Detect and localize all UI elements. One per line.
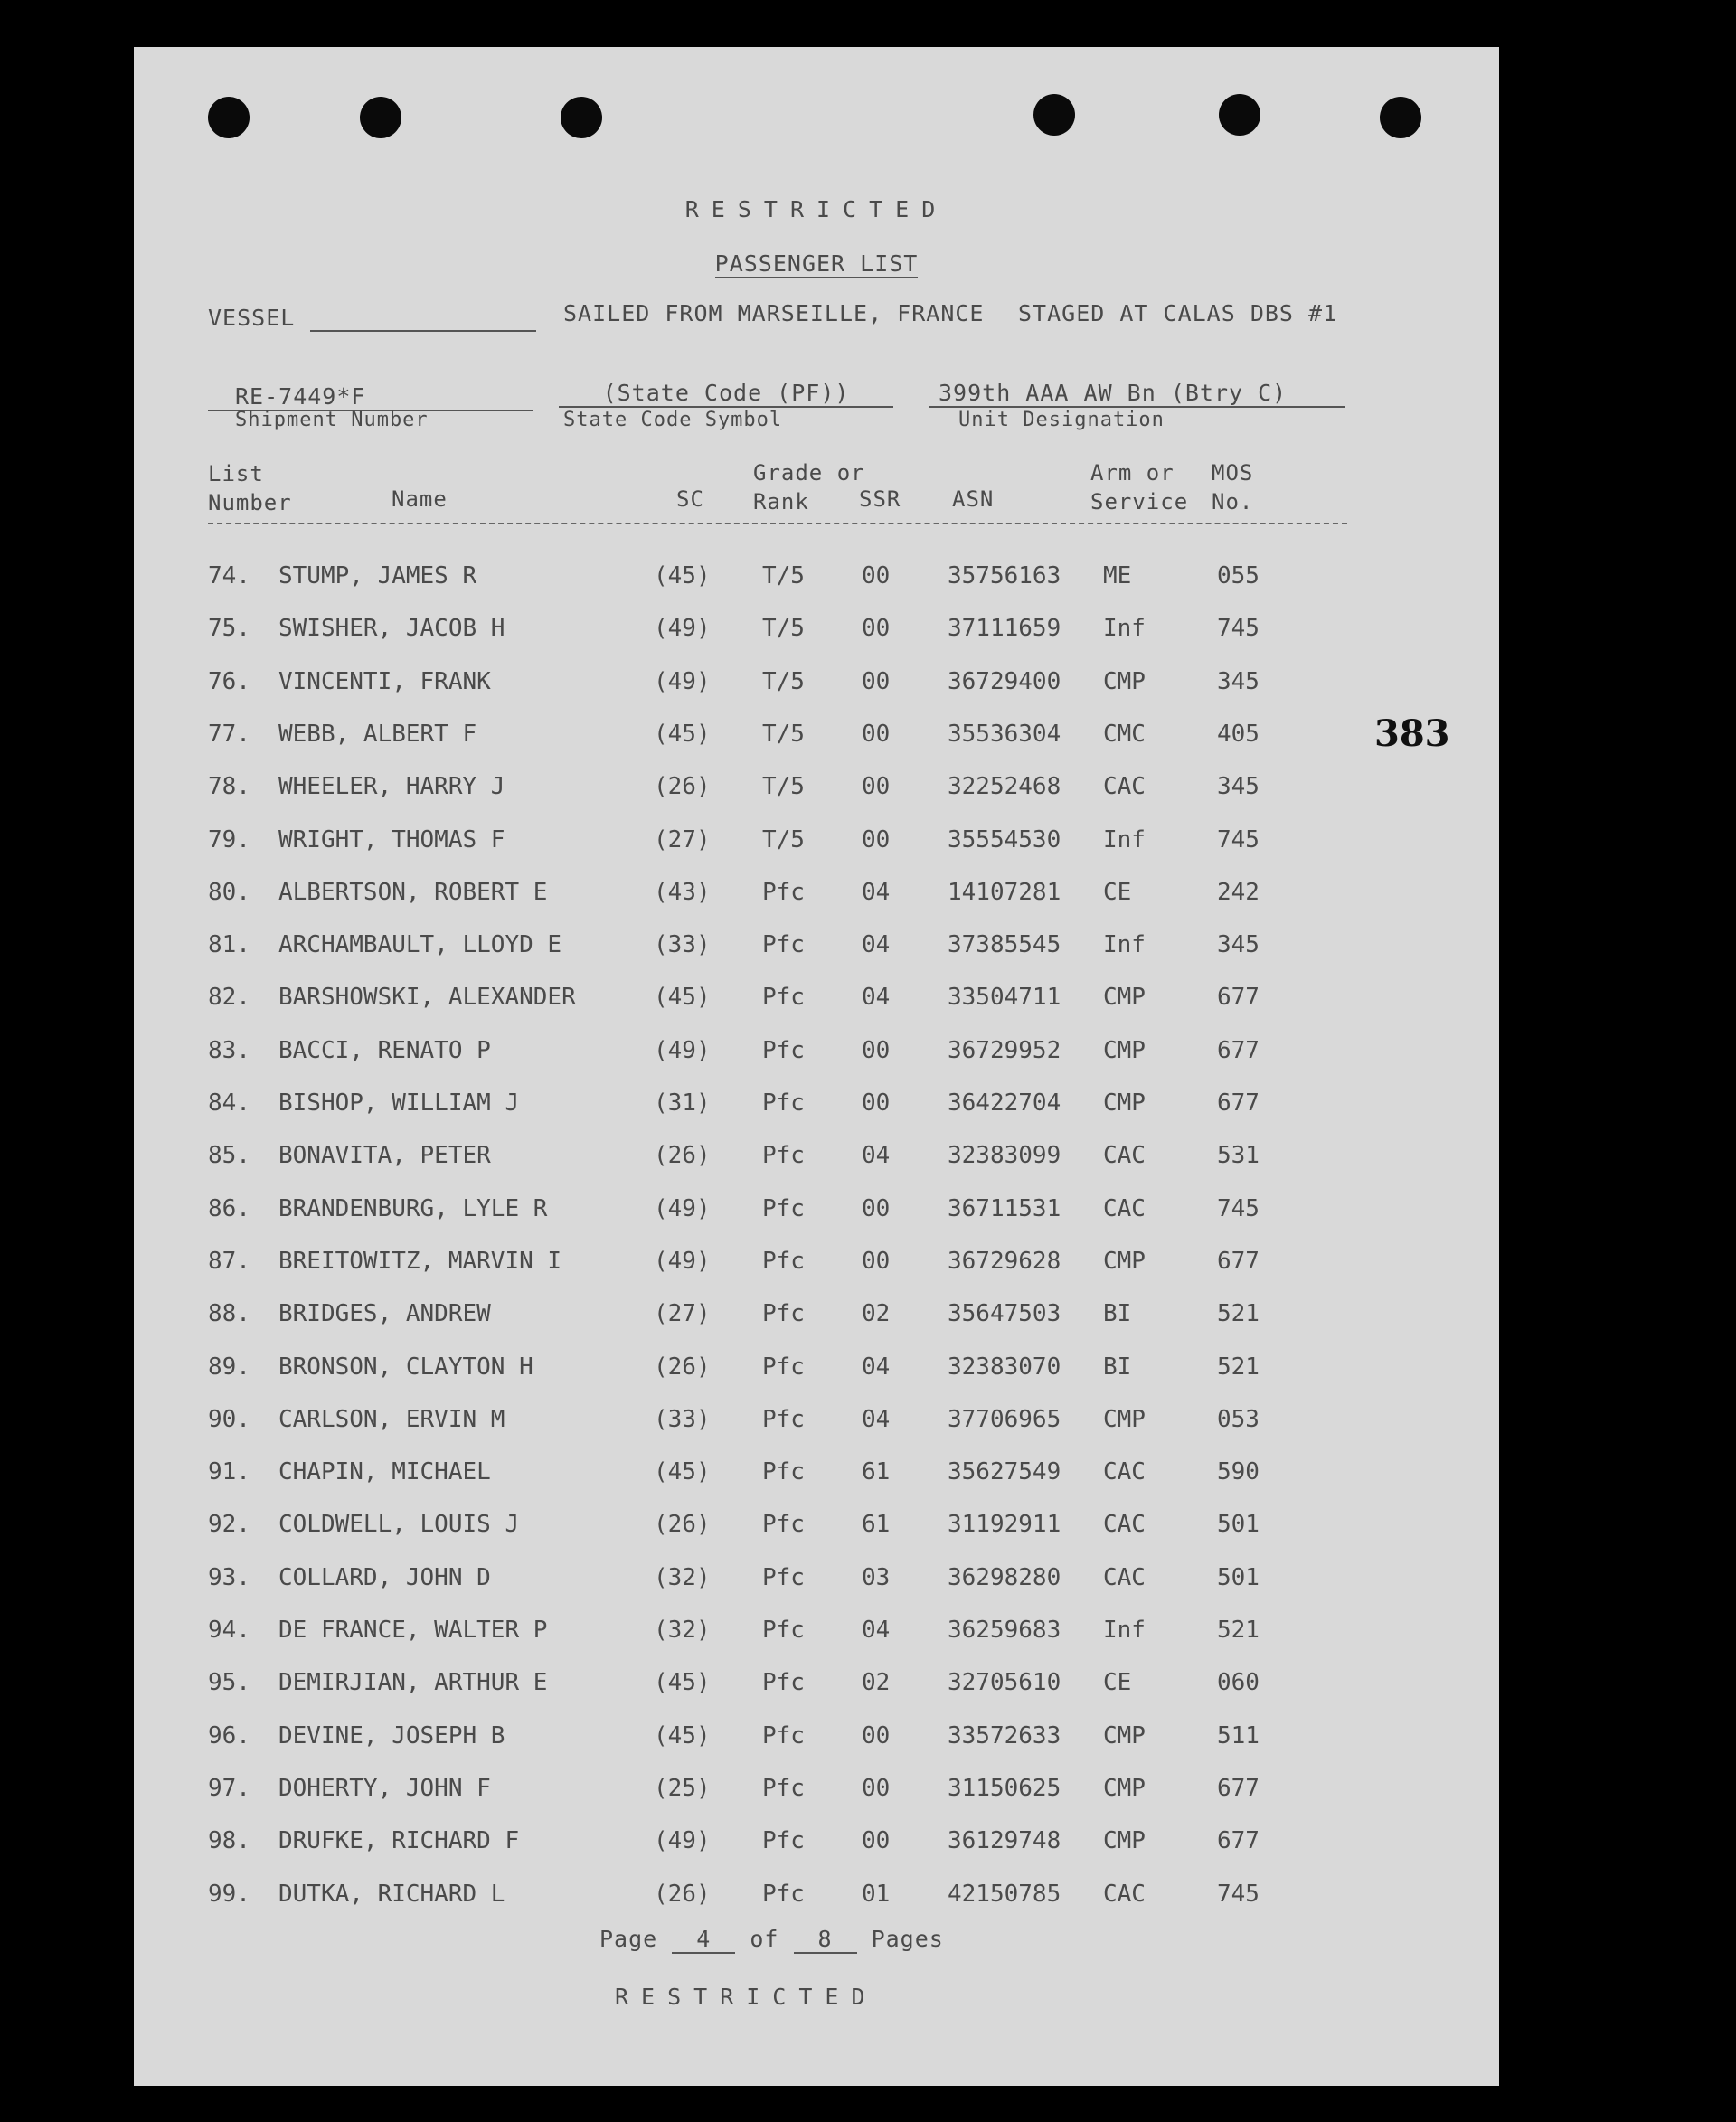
sailed-from: SAILED FROM MARSEILLE, FRANCE	[563, 300, 985, 326]
cell-name: VINCENTI, FRANK	[278, 667, 491, 695]
cell-ssr: 00	[862, 1721, 891, 1749]
cell-asn: 33572633	[948, 1721, 1061, 1749]
of-word: of	[750, 1926, 779, 1952]
cell-name: WHEELER, HARRY J	[278, 773, 505, 801]
cell-sc: (49)	[654, 1827, 711, 1855]
total-pages: 8	[794, 1926, 857, 1954]
cell-arm: CAC	[1103, 1511, 1146, 1539]
cell-ssr: 04	[862, 931, 891, 959]
cell-mos: 677	[1217, 1247, 1260, 1275]
cell-num: 89.	[208, 1353, 250, 1381]
cell-sc: (49)	[654, 1194, 711, 1222]
col-grade: Grade or Rank	[753, 460, 865, 514]
col-arm: Arm or Service	[1090, 460, 1189, 514]
cell-arm: Inf	[1103, 825, 1146, 854]
cell-name: DUTKA, RICHARD L	[278, 1880, 505, 1908]
cell-grade: Pfc	[762, 1827, 805, 1855]
cell-name: BACCI, RENATO P	[278, 1036, 491, 1064]
cell-sc: (33)	[654, 1405, 711, 1433]
cell-grade: Pfc	[762, 1036, 805, 1064]
cell-num: 82.	[208, 984, 250, 1012]
cell-sc: (31)	[654, 1089, 711, 1117]
table-row	[134, 773, 1499, 809]
page-number: 4	[672, 1926, 735, 1954]
cell-mos: 521	[1217, 1617, 1260, 1644]
cell-arm: CMP	[1103, 1036, 1146, 1064]
cell-mos: 405	[1217, 720, 1260, 748]
vessel-label: VESSEL	[208, 305, 296, 331]
cell-grade: T/5	[762, 720, 805, 748]
cell-name: ARCHAMBAULT, LLOYD E	[278, 931, 562, 959]
cell-mos: 521	[1217, 1300, 1260, 1328]
cell-arm: CAC	[1103, 1563, 1146, 1591]
cell-asn: 35627549	[948, 1458, 1061, 1486]
cell-num: 93.	[208, 1563, 250, 1591]
cell-asn: 31192911	[948, 1511, 1061, 1539]
cell-arm: CE	[1103, 1669, 1132, 1697]
cell-mos: 242	[1217, 878, 1260, 906]
table-row	[134, 1617, 1499, 1653]
cell-mos: 345	[1217, 773, 1260, 801]
cell-num: 79.	[208, 825, 250, 854]
table-row	[134, 1406, 1499, 1442]
cell-asn: 37385545	[948, 931, 1061, 959]
cell-grade: Pfc	[762, 1511, 805, 1539]
cell-mos: 501	[1217, 1511, 1260, 1539]
cell-arm: CMC	[1103, 720, 1146, 748]
cell-mos: 345	[1217, 931, 1260, 959]
cell-mos: 677	[1217, 1827, 1260, 1855]
cell-asn: 36729628	[948, 1247, 1061, 1275]
cell-num: 84.	[208, 1089, 250, 1117]
state-code-label: State Code Symbol	[563, 409, 783, 431]
col-list-number: List Number	[208, 461, 292, 515]
cell-num: 90.	[208, 1405, 250, 1433]
table-row	[134, 721, 1499, 757]
classification-top: RESTRICTED	[684, 196, 948, 222]
cell-num: 83.	[208, 1036, 250, 1064]
cell-sc: (32)	[654, 1563, 711, 1591]
cell-sc: (45)	[654, 720, 711, 748]
cell-grade: Pfc	[762, 1089, 805, 1117]
cell-mos: 745	[1217, 1194, 1260, 1222]
cell-grade: Pfc	[762, 1721, 805, 1749]
cell-grade: Pfc	[762, 984, 805, 1012]
page-word: Page	[599, 1926, 658, 1952]
cell-asn: 36729952	[948, 1036, 1061, 1064]
cell-grade: Pfc	[762, 1247, 805, 1275]
cell-num: 81.	[208, 931, 250, 959]
cell-mos: 055	[1217, 562, 1260, 589]
punch-hole	[561, 97, 602, 138]
cell-ssr: 00	[862, 825, 891, 854]
table-row	[134, 1458, 1499, 1495]
cell-arm: CMP	[1103, 1721, 1146, 1749]
cell-asn: 35647503	[948, 1300, 1061, 1328]
table-row	[134, 1881, 1499, 1917]
cell-num: 95.	[208, 1669, 250, 1697]
cell-sc: (45)	[654, 1458, 711, 1486]
cell-sc: (25)	[654, 1774, 711, 1802]
cell-sc: (45)	[654, 1721, 711, 1749]
cell-ssr: 00	[862, 1247, 891, 1275]
cell-name: BRANDENBURG, LYLE R	[278, 1194, 548, 1222]
cell-asn: 35536304	[948, 720, 1061, 748]
cell-asn: 35756163	[948, 562, 1061, 589]
cell-grade: Pfc	[762, 1563, 805, 1591]
table-row	[134, 879, 1499, 915]
cell-ssr: 61	[862, 1458, 891, 1486]
table-row	[134, 1353, 1499, 1390]
cell-ssr: 00	[862, 562, 891, 589]
cell-asn: 36129748	[948, 1827, 1061, 1855]
cell-num: 78.	[208, 773, 250, 801]
cell-arm: CMP	[1103, 1089, 1146, 1117]
cell-asn: 35554530	[948, 825, 1061, 854]
shipment-number-label: Shipment Number	[235, 409, 429, 431]
cell-num: 88.	[208, 1300, 250, 1328]
table-row	[134, 1722, 1499, 1759]
cell-asn: 32705610	[948, 1669, 1061, 1697]
cell-name: COLLARD, JOHN D	[278, 1563, 491, 1591]
cell-arm: CAC	[1103, 1458, 1146, 1486]
col-sc: SC	[676, 486, 704, 512]
cell-arm: CMP	[1103, 984, 1146, 1012]
cell-grade: T/5	[762, 562, 805, 589]
cell-ssr: 04	[862, 1405, 891, 1433]
cell-num: 80.	[208, 878, 250, 906]
table-row	[134, 615, 1499, 651]
pages-word: Pages	[871, 1926, 944, 1952]
cell-asn: 42150785	[948, 1880, 1061, 1908]
cell-grade: Pfc	[762, 1617, 805, 1644]
cell-name: DOHERTY, JOHN F	[278, 1774, 491, 1802]
cell-ssr: 00	[862, 1036, 891, 1064]
cell-mos: 677	[1217, 1089, 1260, 1117]
cell-grade: T/5	[762, 825, 805, 854]
cell-ssr: 04	[862, 984, 891, 1012]
cell-ssr: 00	[862, 720, 891, 748]
cell-mos: 521	[1217, 1353, 1260, 1381]
table-row	[134, 984, 1499, 1020]
cell-arm: CAC	[1103, 1194, 1146, 1222]
table-row	[134, 1564, 1499, 1600]
punch-hole	[208, 97, 250, 138]
cell-name: BISHOP, WILLIAM J	[278, 1089, 520, 1117]
cell-name: BRIDGES, ANDREW	[278, 1300, 491, 1328]
header-rule	[208, 523, 1347, 524]
cell-mos: 053	[1217, 1405, 1260, 1433]
cell-asn: 36259683	[948, 1617, 1061, 1644]
cell-name: DEVINE, JOSEPH B	[278, 1721, 505, 1749]
cell-asn: 36729400	[948, 667, 1061, 695]
cell-grade: Pfc	[762, 1194, 805, 1222]
cell-grade: Pfc	[762, 1405, 805, 1433]
cell-sc: (49)	[654, 1247, 711, 1275]
col-name: Name	[392, 486, 448, 512]
cell-grade: Pfc	[762, 878, 805, 906]
table-row	[134, 1669, 1499, 1705]
cell-name: COLDWELL, LOUIS J	[278, 1511, 520, 1539]
cell-mos: 745	[1217, 615, 1260, 643]
cell-mos: 745	[1217, 825, 1260, 854]
cell-arm: Inf	[1103, 615, 1146, 643]
cell-asn: 32383070	[948, 1353, 1061, 1381]
table-row	[134, 1037, 1499, 1073]
cell-grade: Pfc	[762, 931, 805, 959]
cell-mos: 531	[1217, 1142, 1260, 1170]
cell-ssr: 00	[862, 1827, 891, 1855]
cell-grade: Pfc	[762, 1669, 805, 1697]
cell-name: ALBERTSON, ROBERT E	[278, 878, 548, 906]
cell-mos: 745	[1217, 1880, 1260, 1908]
table-row	[134, 1300, 1499, 1336]
cell-ssr: 01	[862, 1880, 891, 1908]
cell-sc: (26)	[654, 1511, 711, 1539]
cell-arm: ME	[1103, 562, 1132, 589]
table-row	[134, 668, 1499, 704]
cell-sc: (32)	[654, 1617, 711, 1644]
staged-at: STAGED AT CALAS DBS #1	[1018, 300, 1338, 326]
cell-arm: CMP	[1103, 1405, 1146, 1433]
cell-arm: CAC	[1103, 1880, 1146, 1908]
cell-mos: 345	[1217, 667, 1260, 695]
cell-ssr: 00	[862, 667, 891, 695]
cell-ssr: 02	[862, 1300, 891, 1328]
cell-name: STUMP, JAMES R	[278, 562, 477, 589]
cell-num: 98.	[208, 1827, 250, 1855]
cell-sc: (33)	[654, 931, 711, 959]
document-title-text: PASSENGER LIST	[714, 250, 919, 277]
unit-designation-label: Unit Designation	[958, 409, 1165, 431]
table-row	[134, 1775, 1499, 1811]
cell-grade: T/5	[762, 615, 805, 643]
cell-num: 94.	[208, 1617, 250, 1644]
cell-asn: 37111659	[948, 615, 1061, 643]
cell-num: 92.	[208, 1511, 250, 1539]
table-row	[134, 1195, 1499, 1231]
col-asn: ASN	[952, 486, 995, 512]
unit-designation: 399th AAA AW Bn (Btry C)	[929, 380, 1345, 408]
punch-hole	[360, 97, 401, 138]
cell-ssr: 00	[862, 773, 891, 801]
cell-sc: (26)	[654, 773, 711, 801]
cell-name: WEBB, ALBERT F	[278, 720, 477, 748]
classification-bottom: RESTRICTED	[615, 1984, 878, 2010]
cell-name: SWISHER, JACOB H	[278, 615, 505, 643]
cell-asn: 33504711	[948, 984, 1061, 1012]
cell-sc: (45)	[654, 1669, 711, 1697]
cell-sc: (26)	[654, 1353, 711, 1381]
document-title	[134, 250, 1499, 277]
cell-grade: Pfc	[762, 1774, 805, 1802]
cell-mos: 590	[1217, 1458, 1260, 1486]
vessel-blank	[310, 305, 536, 332]
cell-ssr: 00	[862, 1774, 891, 1802]
cell-grade: T/5	[762, 667, 805, 695]
cell-num: 85.	[208, 1142, 250, 1170]
cell-arm: CMP	[1103, 1827, 1146, 1855]
cell-asn: 31150625	[948, 1774, 1061, 1802]
cell-ssr: 04	[862, 1142, 891, 1170]
cell-mos: 511	[1217, 1721, 1260, 1749]
cell-ssr: 04	[862, 1353, 891, 1381]
cell-ssr: 03	[862, 1563, 891, 1591]
cell-num: 91.	[208, 1458, 250, 1486]
cell-sc: (43)	[654, 878, 711, 906]
cell-ssr: 04	[862, 1617, 891, 1644]
cell-mos: 060	[1217, 1669, 1260, 1697]
table-row	[134, 1142, 1499, 1178]
cell-mos: 677	[1217, 1036, 1260, 1064]
cell-num: 86.	[208, 1194, 250, 1222]
cell-grade: Pfc	[762, 1458, 805, 1486]
cell-mos: 677	[1217, 1774, 1260, 1802]
page-stamp-number: 383	[1374, 712, 1450, 755]
cell-name: BRONSON, CLAYTON H	[278, 1353, 533, 1381]
cell-arm: CMP	[1103, 667, 1146, 695]
cell-asn: 37706965	[948, 1405, 1061, 1433]
shipment-number: RE-7449*F	[208, 383, 533, 411]
col-ssr: SSR	[859, 486, 901, 512]
cell-name: BONAVITA, PETER	[278, 1142, 491, 1170]
cell-num: 75.	[208, 615, 250, 643]
cell-name: WRIGHT, THOMAS F	[278, 825, 505, 854]
cell-arm: CAC	[1103, 1142, 1146, 1170]
state-code: (State Code (PF))	[559, 380, 893, 408]
cell-sc: (45)	[654, 562, 711, 589]
cell-grade: Pfc	[762, 1300, 805, 1328]
cell-arm: CMP	[1103, 1774, 1146, 1802]
cell-asn: 14107281	[948, 878, 1061, 906]
cell-num: 74.	[208, 562, 250, 589]
cell-sc: (49)	[654, 615, 711, 643]
cell-num: 76.	[208, 667, 250, 695]
cell-asn: 32252468	[948, 773, 1061, 801]
cell-ssr: 61	[862, 1511, 891, 1539]
cell-sc: (49)	[654, 1036, 711, 1064]
cell-name: DRUFKE, RICHARD F	[278, 1827, 520, 1855]
cell-asn: 36711531	[948, 1194, 1061, 1222]
cell-arm: Inf	[1103, 931, 1146, 959]
cell-sc: (26)	[654, 1880, 711, 1908]
cell-ssr: 00	[862, 615, 891, 643]
cell-num: 97.	[208, 1774, 250, 1802]
cell-name: BREITOWITZ, MARVIN I	[278, 1247, 562, 1275]
cell-arm: BI	[1103, 1353, 1132, 1381]
cell-asn: 36422704	[948, 1089, 1061, 1117]
cell-num: 87.	[208, 1247, 250, 1275]
cell-sc: (45)	[654, 984, 711, 1012]
cell-ssr: 00	[862, 1194, 891, 1222]
cell-sc: (27)	[654, 825, 711, 854]
col-mos: MOS No.	[1212, 460, 1254, 514]
table-row	[134, 1089, 1499, 1126]
cell-ssr: 00	[862, 1089, 891, 1117]
cell-arm: BI	[1103, 1300, 1132, 1328]
table-row	[134, 826, 1499, 863]
cell-arm: CE	[1103, 878, 1132, 906]
cell-name: CHAPIN, MICHAEL	[278, 1458, 491, 1486]
cell-ssr: 02	[862, 1669, 891, 1697]
cell-mos: 501	[1217, 1563, 1260, 1591]
cell-arm: Inf	[1103, 1617, 1146, 1644]
cell-arm: CAC	[1103, 773, 1146, 801]
punch-hole	[1033, 94, 1075, 136]
cell-sc: (49)	[654, 667, 711, 695]
cell-sc: (27)	[654, 1300, 711, 1328]
cell-grade: Pfc	[762, 1353, 805, 1381]
cell-asn: 36298280	[948, 1563, 1061, 1591]
cell-grade: T/5	[762, 773, 805, 801]
table-row	[134, 1511, 1499, 1547]
cell-arm: CMP	[1103, 1247, 1146, 1275]
cell-name: BARSHOWSKI, ALEXANDER	[278, 984, 576, 1012]
page-footer	[599, 1926, 944, 1954]
punch-hole	[1380, 97, 1421, 138]
cell-name: DE FRANCE, WALTER P	[278, 1617, 548, 1644]
cell-ssr: 04	[862, 878, 891, 906]
cell-grade: Pfc	[762, 1880, 805, 1908]
cell-name: CARLSON, ERVIN M	[278, 1405, 505, 1433]
cell-grade: Pfc	[762, 1142, 805, 1170]
table-row	[134, 562, 1499, 599]
document-page	[134, 47, 1499, 2086]
cell-num: 96.	[208, 1721, 250, 1749]
cell-sc: (26)	[654, 1142, 711, 1170]
cell-num: 77.	[208, 720, 250, 748]
cell-name: DEMIRJIAN, ARTHUR E	[278, 1669, 548, 1697]
table-row	[134, 931, 1499, 967]
cell-num: 99.	[208, 1880, 250, 1908]
cell-asn: 32383099	[948, 1142, 1061, 1170]
table-row	[134, 1827, 1499, 1863]
table-row	[134, 1248, 1499, 1284]
punch-hole	[1219, 94, 1260, 136]
cell-mos: 677	[1217, 984, 1260, 1012]
